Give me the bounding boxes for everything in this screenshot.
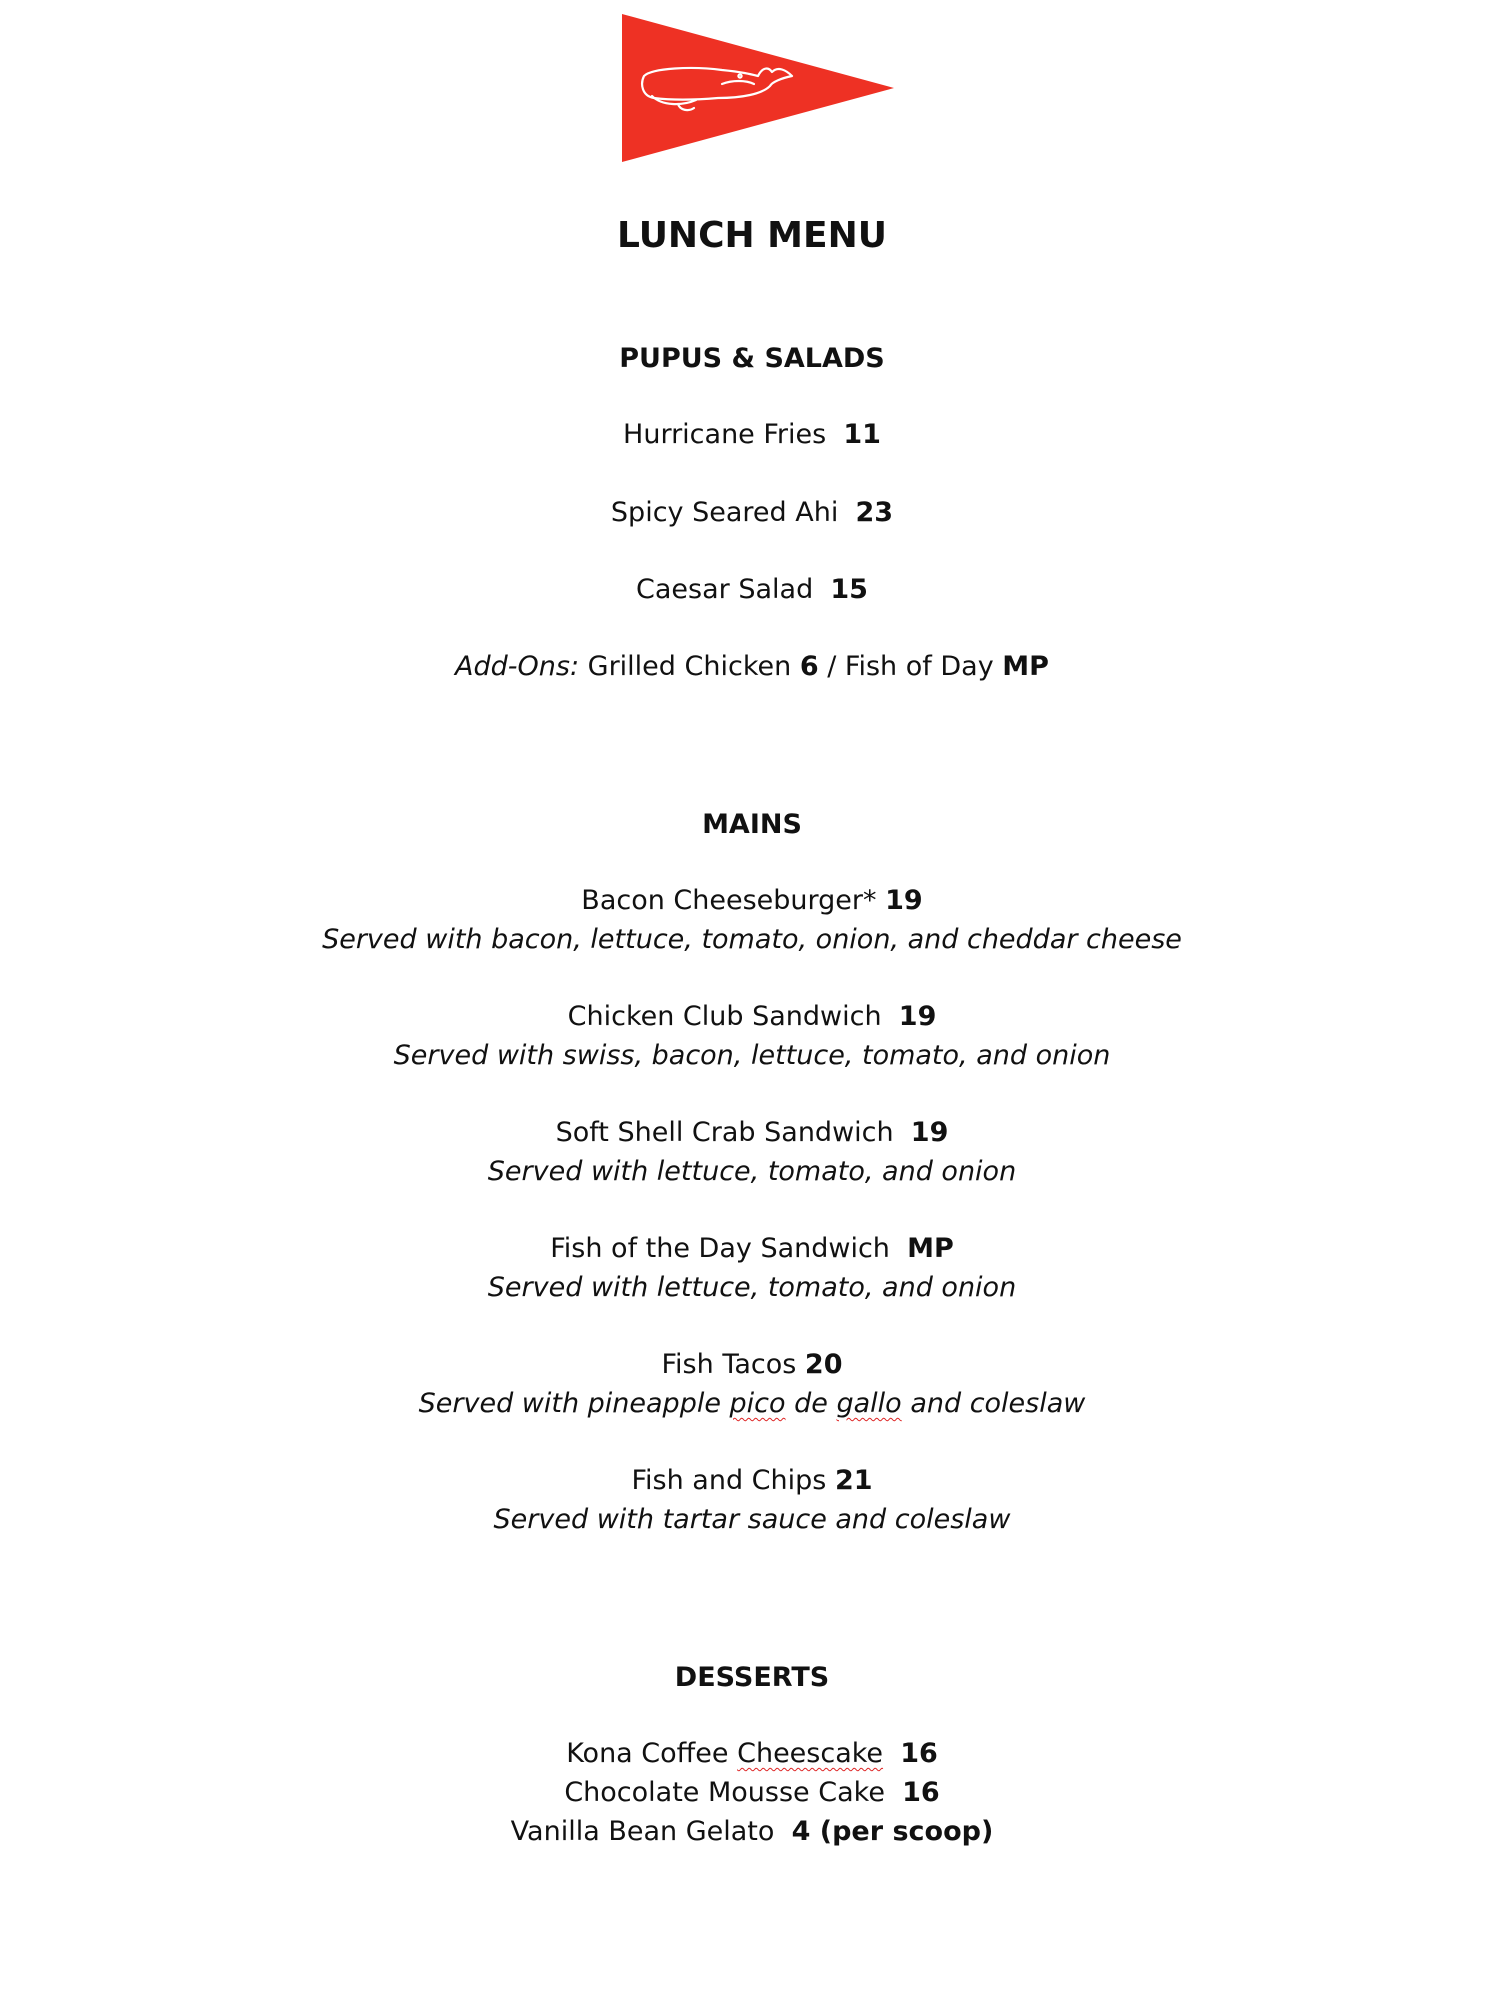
item-price: 15	[830, 574, 868, 605]
item-name: Fish of the Day Sandwich	[550, 1233, 890, 1264]
item-name: Chicken Club Sandwich	[567, 1001, 882, 1032]
item-price: 23	[855, 497, 894, 528]
desc-part: and coleslaw	[910, 1388, 1086, 1419]
section-heading-mains: MAINS	[702, 809, 802, 840]
item-name: Caesar Salad	[636, 574, 814, 605]
item-price: 20	[804, 1349, 843, 1380]
whale-pennant-icon	[622, 14, 894, 162]
addon-item: Grilled Chicken	[587, 651, 792, 682]
item-description: Served with swiss, bacon, lettuce, tomato, and onion	[393, 1040, 1111, 1071]
desc-part: Served with pineapple	[418, 1388, 721, 1419]
item-price: 19	[885, 885, 923, 916]
item-description	[0, 1385, 1504, 1423]
item-name: Fish Tacos	[661, 1349, 797, 1380]
item-price: 21	[834, 1465, 873, 1496]
spellcheck-word: gallo	[836, 1388, 902, 1419]
menu-item-soft-shell-crab-sandwich	[0, 1114, 1504, 1152]
item-name: Bacon Cheeseburger*	[581, 885, 877, 916]
section-heading-desserts: DESSERTS	[674, 1662, 830, 1693]
addon-item: Fish of Day	[844, 651, 994, 682]
item-description: Served with lettuce, tomato, and onion	[487, 1156, 1017, 1187]
item-price: 19	[910, 1117, 949, 1148]
menu-item-vanilla-bean-gelato	[0, 1813, 1504, 1851]
menu-item-fish-and-chips	[0, 1462, 1504, 1500]
addons-line	[0, 648, 1504, 686]
page-title: LUNCH MENU	[617, 215, 887, 256]
menu-item-spicy-seared-ahi	[0, 494, 1504, 532]
item-price: 4 (per scoop)	[791, 1816, 994, 1847]
item-name: Chocolate Mousse Cake	[564, 1777, 885, 1808]
spellcheck-word: pico	[729, 1388, 786, 1419]
item-price: MP	[907, 1233, 954, 1264]
item-price: 11	[843, 419, 881, 450]
item-description: Served with tartar sauce and coleslaw	[493, 1504, 1011, 1535]
menu-item-hurricane-fries	[0, 416, 1504, 454]
spellcheck-word: Cheescake	[737, 1738, 884, 1769]
menu-item-fish-tacos	[0, 1346, 1504, 1384]
addon-separator: /	[827, 651, 837, 682]
item-name: Fish and Chips	[631, 1465, 827, 1496]
menu-item-kona-coffee-cheesecake	[0, 1735, 1504, 1773]
item-description: Served with lettuce, tomato, and onion	[487, 1272, 1017, 1303]
addon-price: MP	[1002, 651, 1049, 682]
menu-item-fish-of-the-day-sandwich	[0, 1230, 1504, 1268]
item-name: Kona Coffee	[566, 1738, 729, 1769]
item-name: Spicy Seared Ahi	[610, 497, 839, 528]
desc-part: de	[794, 1388, 828, 1419]
item-name: Soft Shell Crab Sandwich	[555, 1117, 894, 1148]
item-name: Hurricane Fries	[623, 419, 827, 450]
menu-item-chocolate-mousse-cake	[0, 1774, 1504, 1812]
item-price: 16	[902, 1777, 940, 1808]
section-heading-pupus: PUPUS & SALADS	[619, 343, 885, 374]
menu-item-caesar-salad	[0, 571, 1504, 609]
menu-item-bacon-cheeseburger	[0, 882, 1504, 920]
item-price: 16	[900, 1738, 938, 1769]
item-price: 19	[898, 1001, 937, 1032]
menu-item-chicken-club-sandwich	[0, 998, 1504, 1036]
addons-label: Add-Ons:	[455, 651, 580, 682]
addon-price: 6	[799, 651, 819, 682]
item-description: Served with bacon, lettuce, tomato, onion, and cheddar cheese	[322, 924, 1182, 955]
item-name: Vanilla Bean Gelato	[510, 1816, 775, 1847]
